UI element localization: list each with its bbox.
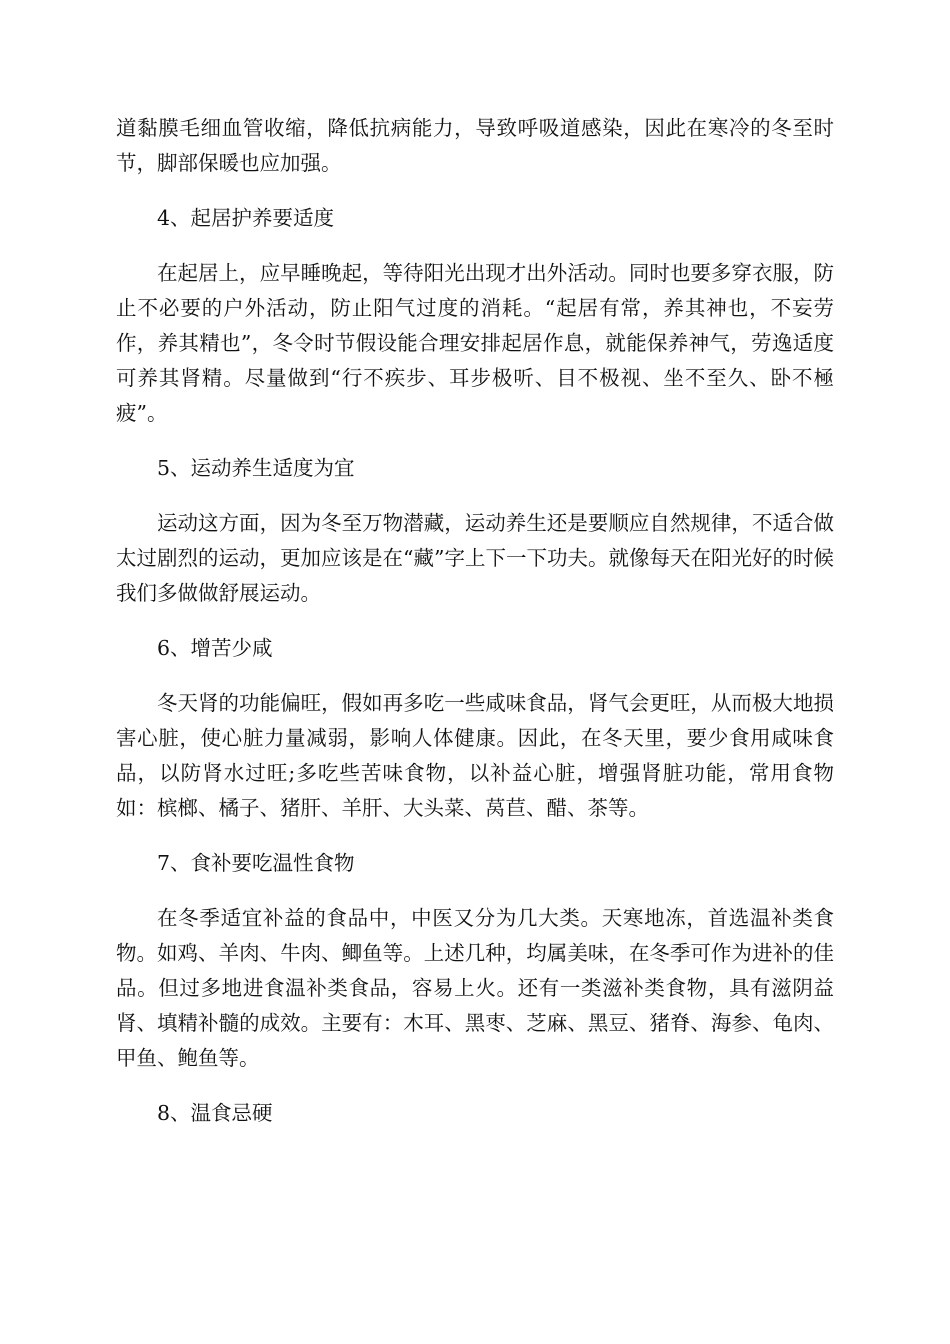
heading-warm-not-hard: 8、温食忌硬 bbox=[157, 1101, 273, 1125]
paragraph-living-care: 在起居上，应早睡晚起，等待阳光出现才出外活动。同时也要多穿衣服，防止不必要的户外活动，防止阳气过度的消耗。“起居有常，养其神也，不妄劳作，养其精也”，冬令时节假设能合理安排起居作息，就能保养神气，劳逸适度可养其肾精。尽量做到“行不疾步、耳步极听、目不极视、坐不至久、卧不極疲”。 bbox=[116, 261, 834, 425]
paragraph-foot-warmth-continued: 道黏膜毛细血管收缩，降低抗病能力，导致呼吸道感染，因此在寒冷的冬至时节，脚部保暖也应加强。 bbox=[116, 116, 834, 175]
heading-bitter-less-salty: 6、增苦少咸 bbox=[157, 636, 273, 660]
document-page bbox=[116, 111, 834, 1151]
heading-exercise: 5、运动养生适度为宜 bbox=[157, 456, 355, 480]
paragraph-exercise: 运动这方面，因为冬至万物潜藏，运动养生还是要顺应自然规律，不适合做太过剧烈的运动，更加应该是在“藏”字上下一下功夫。就像每天在阳光好的时候我们多做做舒展运动。 bbox=[116, 511, 834, 605]
heading-warm-food: 7、食补要吃温性食物 bbox=[157, 851, 355, 875]
heading-living-care: 4、起居护养要适度 bbox=[157, 206, 335, 230]
paragraph-warm-food: 在冬季适宜补益的食品中，中医又分为几大类。天寒地冻，首选温补类食物。如鸡、羊肉、牛肉、鲫鱼等。上述几种，均属美味，在冬季可作为进补的佳品。但过多地进食温补类食品，容易上火。还有一类滋补类食物，具有滋阴益肾、填精补髓的成效。主要有：木耳、黑枣、芝麻、黑豆、猪脊、海参、龟肉、甲鱼、鲍鱼等。 bbox=[116, 906, 834, 1070]
paragraph-bitter-less-salty: 冬天肾的功能偏旺，假如再多吃一些咸味食品，肾气会更旺，从而极大地损害心脏，使心脏力量减弱，影响人体健康。因此，在冬天里，要少食用咸味食品，以防肾水过旺;多吃些苦味食物，以补益心脏，增强肾脏功能，常用食物如：槟榔、橘子、猪肝、羊肝、大头菜、莴苣、醋、茶等。 bbox=[116, 691, 834, 820]
